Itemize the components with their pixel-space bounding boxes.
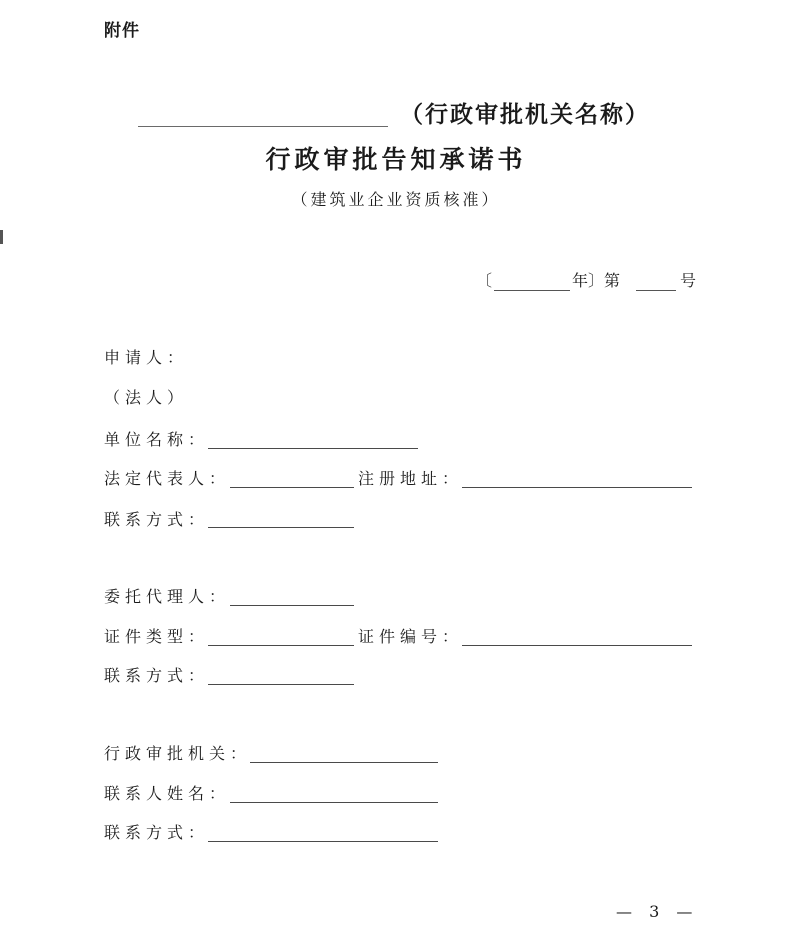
agent-contact-field[interactable] [208,684,354,685]
doc-number-serial-blank[interactable] [636,290,676,291]
id-type-label: 证件类型： [104,627,210,646]
authority-name-label: 行政审批机关： [104,744,252,763]
legal-rep-field[interactable] [230,487,354,488]
authority-contact-field[interactable] [208,841,438,842]
applicant-contact-field[interactable] [208,527,354,528]
agent-name-field[interactable] [230,605,354,606]
doc-number-open-bracket: 〔 [476,271,493,290]
document-subtitle: （建筑业企业资质核准） [291,190,501,209]
id-number-label: 证件编号： [358,627,464,646]
unit-name-field[interactable] [208,448,418,449]
unit-name-label: 单位名称： [104,430,210,449]
id-number-field[interactable] [462,645,692,646]
id-type-field[interactable] [208,645,354,646]
reg-address-label: 注册地址： [358,469,464,488]
applicant-heading: 申请人： [104,348,189,367]
agent-name-label: 委托代理人： [104,587,231,606]
agency-name-blank[interactable] [138,126,388,127]
contact-person-field[interactable] [230,802,438,803]
doc-number-year-blank[interactable] [494,290,570,291]
agent-contact-label: 联系方式： [104,666,210,685]
authority-name-field[interactable] [250,762,438,763]
edge-mark [0,230,3,244]
reg-address-field[interactable] [462,487,692,488]
doc-number-year-suffix: 年〕第 [572,271,621,290]
applicant-type: （法人） [104,388,189,407]
document-title: 行政审批告知承诺书 [265,145,527,174]
legal-rep-label: 法定代表人： [104,469,231,488]
doc-number-suffix: 号 [680,271,697,290]
applicant-contact-label: 联系方式： [104,510,210,529]
page-number: — 3 — [616,902,699,921]
attachment-label: 附件 [104,21,140,41]
contact-person-label: 联系人姓名： [104,784,231,803]
authority-contact-label: 联系方式： [104,823,210,842]
agency-name-caption: （行政审批机关名称） [400,101,650,128]
